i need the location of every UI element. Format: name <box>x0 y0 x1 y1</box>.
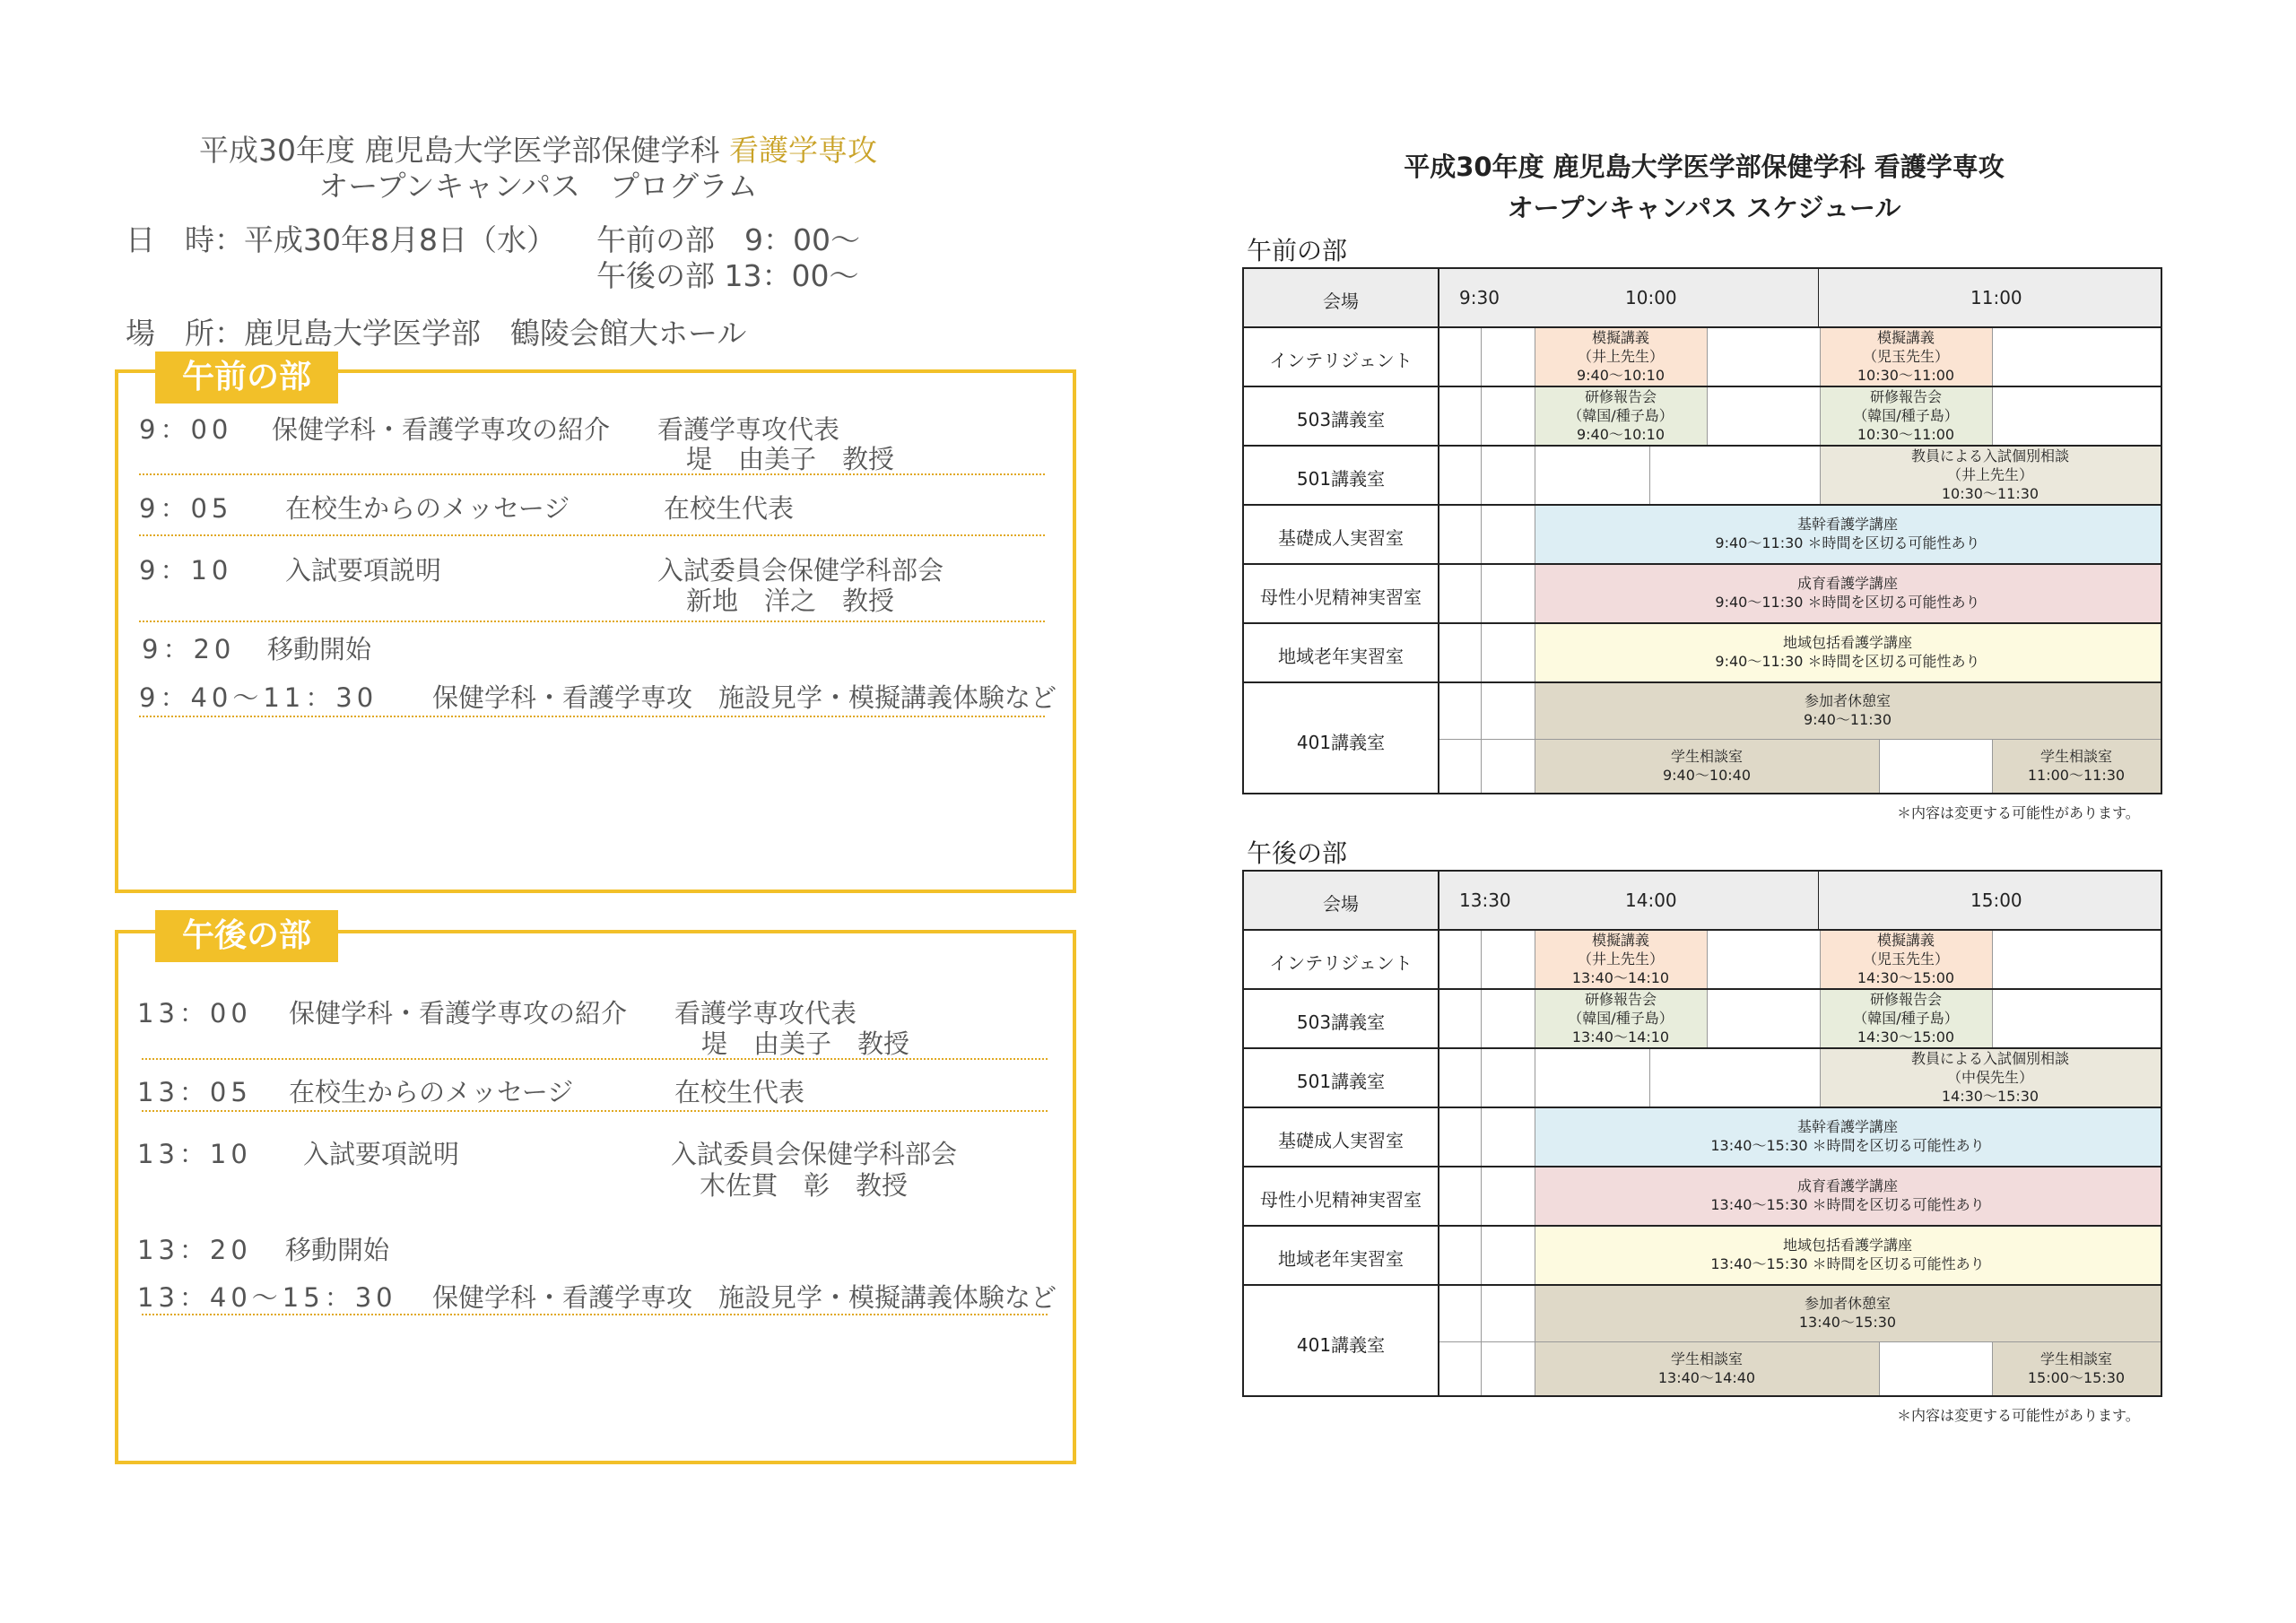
pm-row-2-who: 在校生代表 <box>674 1077 805 1107</box>
block-line: 13:40～14:10 <box>1571 968 1670 986</box>
am-row-3 <box>139 551 232 587</box>
block-line: 14:30～15:00 <box>1857 1028 1955 1046</box>
block-line: 学生相談室 <box>2039 1350 2112 1367</box>
block-line: 13:40～15:30 <box>1798 1314 1897 1331</box>
block-line: 模擬講義 <box>1876 328 1935 346</box>
block-line: （韓国/種子島） <box>1568 1009 1674 1027</box>
community-nursing-lab <box>1535 622 2161 681</box>
schedule-heading: 午後の部 <box>1247 838 1348 868</box>
row-divider <box>1244 622 2161 624</box>
row-divider <box>1244 326 2161 328</box>
col-divider <box>1481 326 1482 793</box>
col-divider <box>1649 1047 1650 1107</box>
block-line: 成育看護学講座 <box>1796 575 1898 592</box>
col-divider <box>1649 445 1650 504</box>
col-divider <box>1992 1341 1993 1395</box>
pm-schedule <box>1242 834 2166 1426</box>
col-divider <box>1438 872 1439 1395</box>
am-row-2 <box>139 489 232 525</box>
room-label: 401講義室 <box>1296 732 1386 753</box>
block-line: 模擬講義 <box>1591 328 1649 346</box>
block-line: 参加者休憩室 <box>1804 692 1891 709</box>
block-line: 9:40～11:30 ＊時間を区切る可能性あり <box>1715 534 1980 551</box>
block-line: 地域包括看護学講座 <box>1782 1237 1912 1254</box>
schedule-table <box>1242 870 2162 1397</box>
block-line: 9:40～11:30 ＊時間を区切る可能性あり <box>1715 653 1980 670</box>
block-line: 研修報告会 <box>1584 990 1657 1008</box>
basic-nursing-lab <box>1535 1107 2161 1166</box>
admission-consult <box>1820 1047 2161 1107</box>
training-report-a <box>1535 988 1707 1047</box>
row-divider <box>1244 1225 2161 1227</box>
block-line: 模擬講義 <box>1876 931 1935 949</box>
divider <box>142 1314 1048 1315</box>
pm-row-3-who: 入試委員会保健学科部会 <box>671 1139 958 1169</box>
block-line: 参加者休憩室 <box>1804 1295 1891 1312</box>
block-line: 学生相談室 <box>2039 748 2112 765</box>
block-line: 学生相談室 <box>1670 748 1743 765</box>
col-divider <box>1992 739 1993 793</box>
block-line: （児玉先生） <box>1862 347 1949 365</box>
am-program-frame <box>115 369 1076 893</box>
row-time: 13：40～15：30 <box>137 1282 397 1313</box>
mock-lecture-a <box>1535 929 1707 988</box>
schedule-heading: 午前の部 <box>1247 236 1348 265</box>
block-line: 13:40～14:40 <box>1657 1369 1756 1386</box>
row-time: 9：00 <box>139 414 233 445</box>
block-line: 基幹看護学講座 <box>1796 1118 1898 1135</box>
pm-row-1-item: 保健学科・看護学専攻の紹介 <box>289 998 628 1028</box>
am-row-1 <box>139 410 232 447</box>
block-line: （児玉先生） <box>1862 950 1949 968</box>
block-line: （井上先生） <box>1946 465 2033 483</box>
block-line: （韓国/種子島） <box>1568 406 1674 424</box>
block-line: 10:30～11:00 <box>1857 425 1955 443</box>
am-row-5 <box>139 678 378 715</box>
block-line: （井上先生） <box>1577 950 1664 968</box>
row-divider <box>1244 445 2161 447</box>
row-divider <box>1244 681 2161 683</box>
block-line: 9:40～11:30 <box>1803 711 1892 728</box>
col-divider <box>1879 739 1880 793</box>
child-nursing-lab <box>1535 563 2161 622</box>
community-nursing-lab <box>1535 1225 2161 1284</box>
block-line: 9:40～11:30 ＊時間を区切る可能性あり <box>1715 594 1980 611</box>
block-line: 研修報告会 <box>1869 990 1942 1008</box>
participant-lounge <box>1535 681 2161 739</box>
am-row-1-item: 保健学科・看護学専攻の紹介 <box>272 414 611 445</box>
block-line: 14:30～15:00 <box>1857 968 1955 986</box>
row-time: 9：10 <box>139 555 233 586</box>
block-line: 成育看護学講座 <box>1796 1177 1898 1194</box>
room-label: 501講義室 <box>1296 468 1386 490</box>
mock-lecture-b <box>1820 326 1992 386</box>
pm-row-5-item: 保健学科・看護学専攻 施設見学・模擬講義体験など <box>432 1282 1057 1313</box>
am-row-1-who2: 堤 由美子 教授 <box>686 444 895 474</box>
date-pm: 午後の部 13：00～ <box>596 258 859 293</box>
schedule-note: ＊内容は変更する可能性があります。 <box>1897 1407 2140 1424</box>
student-consult-b <box>1992 1341 2161 1395</box>
col-divider <box>1481 929 1482 1395</box>
schedule-table <box>1242 267 2162 794</box>
date-am: 午前の部 9：00～ <box>596 222 860 257</box>
student-consult-b <box>1992 739 2161 793</box>
room-label: 401講義室 <box>1296 1334 1386 1356</box>
time-header-3: 15:00 <box>1970 890 2022 911</box>
row-divider <box>1244 1284 2161 1286</box>
row-time: 13：05 <box>137 1077 252 1107</box>
mock-lecture-b <box>1820 929 1992 988</box>
row-time: 13：00 <box>137 998 252 1028</box>
block-line: 11:00～11:30 <box>2027 767 2126 784</box>
pm-row-1-who: 看護学専攻代表 <box>674 998 857 1028</box>
room-label: 503講義室 <box>1296 1011 1386 1033</box>
pm-row-1 <box>137 994 252 1030</box>
am-schedule <box>1242 231 2166 823</box>
block-line: 模擬講義 <box>1591 931 1649 949</box>
time-header-2: 10:00 <box>1625 287 1677 308</box>
pm-row-5 <box>137 1278 397 1315</box>
divider <box>139 621 1045 622</box>
training-report-b <box>1820 988 1992 1047</box>
time-header-3: 11:00 <box>1970 287 2022 308</box>
block-line: （中俣先生） <box>1946 1068 2033 1086</box>
block-line: 10:30～11:00 <box>1857 366 1955 384</box>
am-row-5-item: 保健学科・看護学専攻 施設見学・模擬講義体験など <box>432 682 1057 713</box>
room-label: 地域老年実習室 <box>1278 1248 1404 1270</box>
row-divider <box>1244 386 2161 387</box>
block-line: （韓国/種子島） <box>1853 1009 1959 1027</box>
am-row-3-who: 入試委員会保健学科部会 <box>657 555 944 586</box>
am-row-3-who2: 新地 洋之 教授 <box>686 586 895 616</box>
program-title-main: 平成30年度 鹿児島大学医学部保健学科 <box>199 133 720 168</box>
col-divider <box>1438 269 1439 793</box>
block-line: 基幹看護学講座 <box>1796 516 1898 533</box>
am-row-2-who: 在校生代表 <box>664 493 795 524</box>
row-divider <box>1244 504 2161 506</box>
schedule-title-line1: 平成30年度 鹿児島大学医学部保健学科 看護学専攻 <box>1404 152 2005 182</box>
block-line: 15:00～15:30 <box>2027 1369 2126 1386</box>
schedule-note: ＊内容は変更する可能性があります。 <box>1897 804 2140 821</box>
block-line: 14:30～15:30 <box>1941 1087 2039 1105</box>
pm-row-4 <box>137 1230 252 1267</box>
block-line: 地域包括看護学講座 <box>1782 634 1912 651</box>
divider <box>139 534 1045 536</box>
block-line: 9:40～10:40 <box>1662 767 1752 784</box>
pm-row-3 <box>137 1134 252 1171</box>
block-line: 教員による入試個別相談 <box>1910 1049 2069 1067</box>
block-line: 学生相談室 <box>1670 1350 1743 1367</box>
block-line: 13:40～15:30 ＊時間を区切る可能性あり <box>1710 1196 1985 1213</box>
row-time: 13：20 <box>137 1235 252 1265</box>
time-header-1: 9:30 <box>1459 287 1500 308</box>
participant-lounge <box>1535 1284 2161 1341</box>
block-line: 9:40～10:10 <box>1576 425 1665 443</box>
date-label: 日 時：平成30年8月8日（水） <box>126 222 556 257</box>
block-line: 13:40～15:30 ＊時間を区切る可能性あり <box>1710 1255 1985 1272</box>
row-time: 9：20 <box>142 634 236 664</box>
row-divider <box>1244 1107 2161 1108</box>
col-divider <box>1879 1341 1880 1395</box>
place: 場 所：鹿児島大学医学部 鶴陵会館大ホール <box>126 316 747 351</box>
col-divider <box>1818 872 1819 929</box>
divider <box>139 716 1045 717</box>
col-divider <box>1818 269 1819 326</box>
divider <box>139 473 1045 475</box>
row-divider <box>1244 1047 2161 1049</box>
student-consult-a <box>1535 739 1879 793</box>
room-header: 会場 <box>1323 893 1359 915</box>
block-line: 13:40～15:30 ＊時間を区切る可能性あり <box>1710 1137 1985 1154</box>
block-line: 研修報告会 <box>1869 387 1942 405</box>
pm-row-1-who2: 堤 由美子 教授 <box>701 1028 910 1059</box>
pm-row-4-item: 移動開始 <box>285 1235 390 1265</box>
student-consult-a <box>1535 1341 1879 1395</box>
child-nursing-lab <box>1535 1166 2161 1225</box>
block-line: 9:40～10:10 <box>1576 366 1665 384</box>
room-label: 503講義室 <box>1296 409 1386 430</box>
row-time: 13：10 <box>137 1139 252 1169</box>
am-row-3-item: 入試要項説明 <box>285 555 442 586</box>
mock-lecture-a <box>1535 326 1707 386</box>
row-time: 9：40～11：30 <box>139 682 378 713</box>
am-program-heading: 午前の部 <box>155 352 338 404</box>
training-report-a <box>1535 386 1707 445</box>
block-line: 研修報告会 <box>1584 387 1657 405</box>
row-divider <box>1244 1166 2161 1167</box>
time-header-2: 14:00 <box>1625 890 1677 911</box>
pm-program-heading: 午後の部 <box>155 910 338 962</box>
room-label: 母性小児精神実習室 <box>1260 1189 1422 1211</box>
schedule-title-line2: オープンキャンパス スケジュール <box>1507 193 1901 223</box>
room-label: 母性小児精神実習室 <box>1260 586 1422 608</box>
block-line: 教員による入試個別相談 <box>1910 447 2069 464</box>
pm-row-2 <box>137 1072 252 1109</box>
row-divider <box>1244 563 2161 565</box>
program-title-line2: オープンキャンパス プログラム <box>318 169 758 204</box>
room-label: インテリジェント <box>1269 350 1413 371</box>
pm-row-3-item: 入試要項説明 <box>303 1139 460 1169</box>
divider <box>142 1058 1048 1060</box>
am-row-4-item: 移動開始 <box>267 634 372 664</box>
divider <box>142 1110 1048 1112</box>
block-line: （韓国/種子島） <box>1853 406 1959 424</box>
row-divider <box>1439 1341 2161 1342</box>
row-divider <box>1439 739 2161 740</box>
am-row-1-who: 看護学専攻代表 <box>657 414 840 445</box>
room-label: 基礎成人実習室 <box>1278 1130 1404 1151</box>
training-report-b <box>1820 386 1992 445</box>
row-divider <box>1244 929 2161 931</box>
am-row-4 <box>142 629 235 666</box>
am-row-2-item: 在校生からのメッセージ <box>285 493 570 524</box>
pm-row-3-who2: 木佐貫 彰 教授 <box>700 1170 909 1201</box>
room-header: 会場 <box>1323 291 1359 312</box>
block-line: 10:30～11:30 <box>1941 484 2039 502</box>
pm-row-2-item: 在校生からのメッセージ <box>289 1077 574 1107</box>
room-label: 基礎成人実習室 <box>1278 527 1404 549</box>
block-line: （井上先生） <box>1577 347 1664 365</box>
program-title-accent: 看護学専攻 <box>728 133 877 168</box>
row-divider <box>1244 988 2161 990</box>
col-divider <box>1820 929 1821 1107</box>
admission-consult <box>1820 445 2161 504</box>
row-time: 9：05 <box>139 493 233 524</box>
block-line: 13:40～14:10 <box>1571 1028 1670 1046</box>
room-label: インテリジェント <box>1269 952 1413 974</box>
room-label: 501講義室 <box>1296 1071 1386 1092</box>
basic-nursing-lab <box>1535 504 2161 563</box>
room-label: 地域老年実習室 <box>1278 646 1404 667</box>
time-header-1: 13:30 <box>1459 890 1511 911</box>
col-divider <box>1820 326 1821 504</box>
